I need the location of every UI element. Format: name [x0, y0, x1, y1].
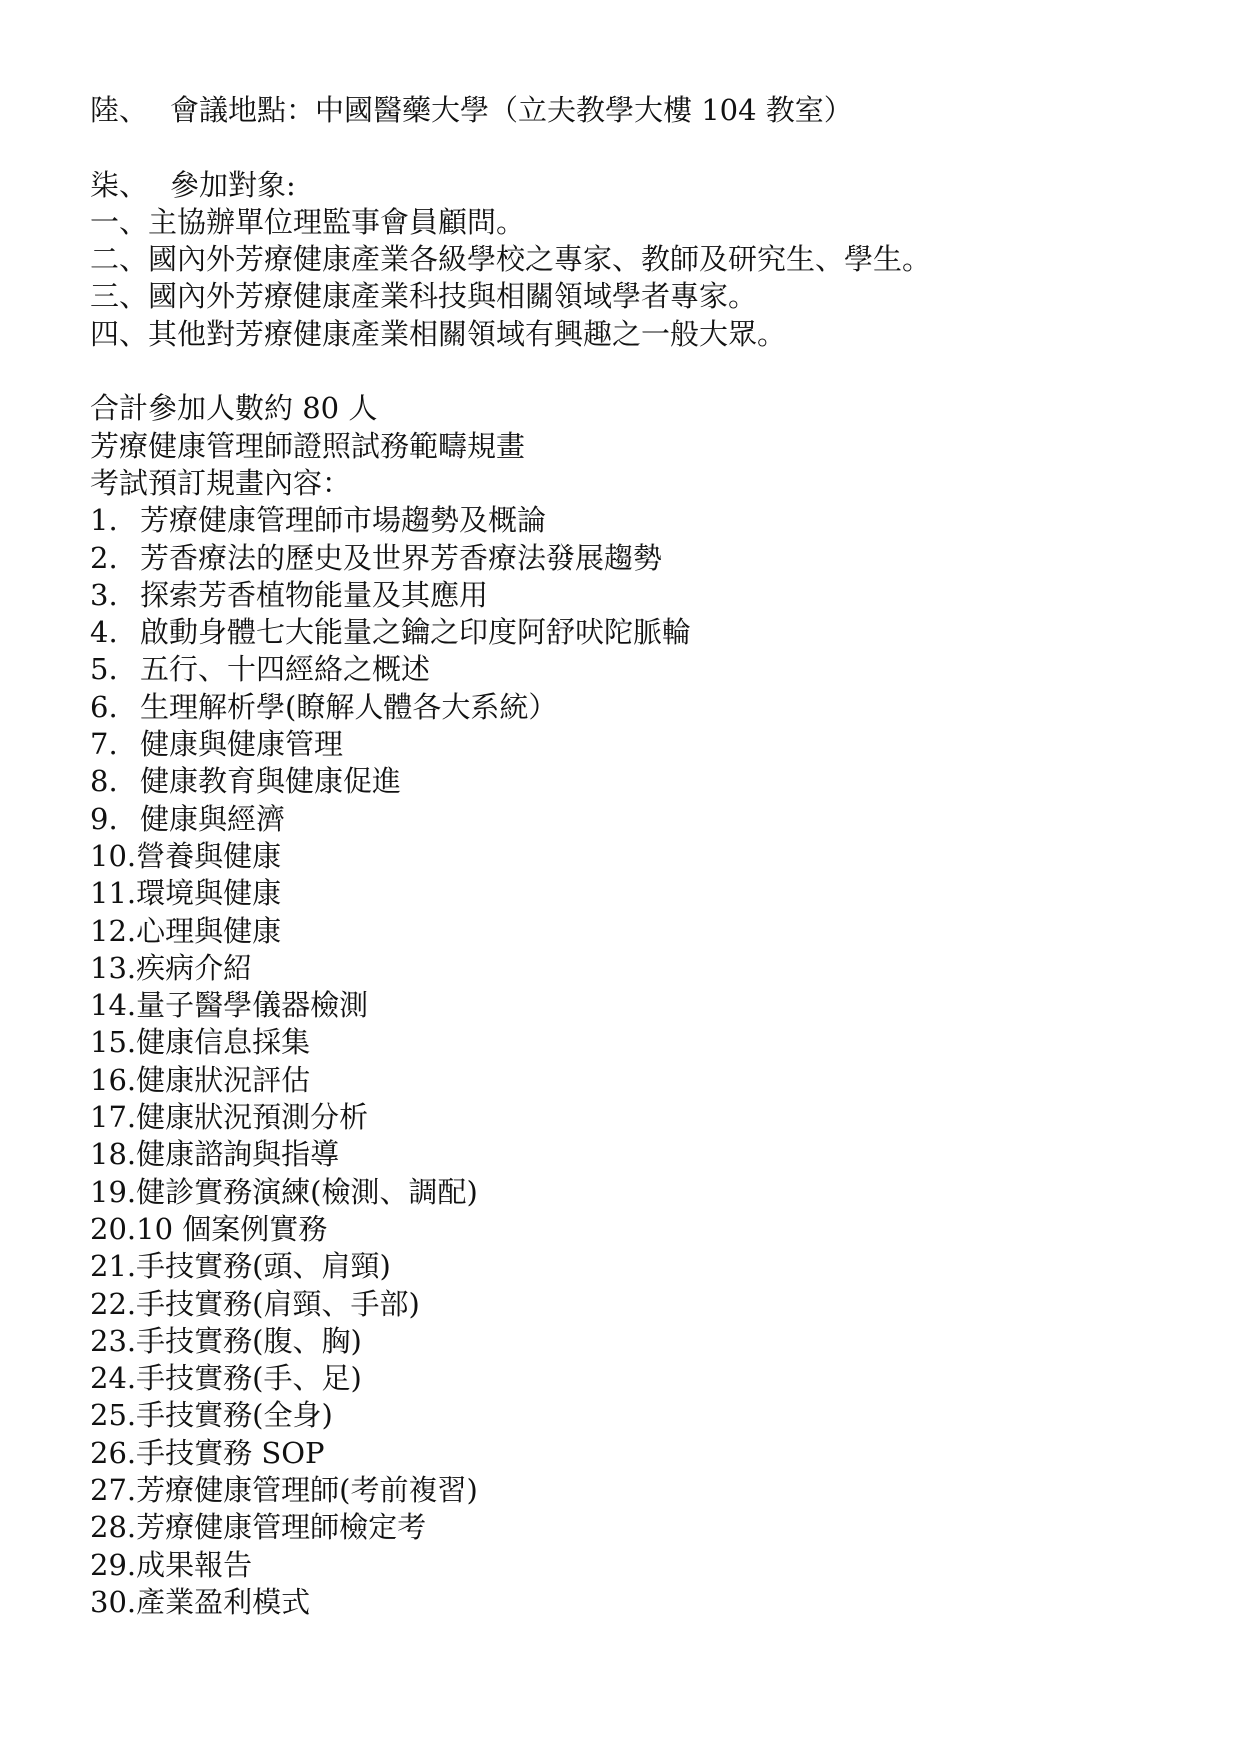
item-number: 2.: [90, 540, 118, 575]
list-item: [90, 726, 1190, 763]
item-text: 健康與健康管理: [140, 727, 344, 762]
list-item: [90, 502, 1190, 539]
list-item: [90, 1099, 1190, 1136]
item-text: 芳香療法的歷史及世界芳香療法發展趨勢: [140, 540, 663, 575]
list-item: [90, 913, 1190, 950]
list-item: [90, 1584, 1190, 1621]
list-item: [90, 1248, 1190, 1285]
participants-heading: [90, 167, 1190, 204]
item-number: 27.: [90, 1472, 137, 1507]
list-item: [90, 651, 1190, 688]
item-text: 10 個案例實務: [136, 1211, 328, 1246]
item-number: 22.: [90, 1286, 137, 1321]
content-title: 考試預訂規畫內容：: [90, 465, 352, 500]
list-item: [90, 950, 1190, 987]
list-item: [90, 614, 1190, 651]
item-text: 啟動身體七大能量之鑰之印度阿舒吠陀脈輪: [140, 615, 692, 650]
item-number: 21.: [90, 1249, 137, 1284]
item-number: 14.: [90, 988, 137, 1023]
item-number: 26.: [90, 1435, 137, 1470]
item-number: 5.: [90, 652, 118, 687]
item-number: 10.: [90, 838, 137, 873]
item-number: 9.: [90, 801, 118, 836]
item-number: 8.: [90, 764, 118, 799]
item-number: 19.: [90, 1174, 137, 1209]
item-text: 芳療健康管理師市場趨勢及概論: [140, 503, 547, 538]
item-text: 手技實務(手、足): [136, 1361, 362, 1396]
list-item: [90, 1509, 1190, 1546]
item-text: 手技實務(全身): [136, 1398, 333, 1433]
item-number: 11.: [90, 876, 137, 911]
item-number: 12.: [90, 913, 137, 948]
list-item: [90, 1211, 1190, 1248]
list-item: [90, 1323, 1190, 1360]
item-number: 13.: [90, 950, 137, 985]
list-item: [90, 801, 1190, 838]
item-number: 6.: [90, 689, 118, 724]
item-text: 健康狀況評估: [136, 1062, 311, 1097]
list-item: [90, 838, 1190, 875]
item-text: 健康信息採集: [136, 1025, 311, 1060]
venue-label: 陸、: [90, 93, 149, 127]
item-number: 7.: [90, 727, 118, 762]
item-number: 24.: [90, 1361, 137, 1396]
participants-title: 參加對象:: [170, 167, 296, 202]
list-item: [90, 1397, 1190, 1434]
participant-item: 三、國內外芳療健康產業科技與相關領域學者專家。: [90, 279, 758, 314]
item-text: 健康與經濟: [140, 801, 286, 836]
item-number: 3.: [90, 577, 118, 612]
item-text: 手技實務(頭、肩頸): [136, 1249, 391, 1284]
list-item: [90, 875, 1190, 912]
total-participants: 合計參加人數約 80 人: [90, 391, 378, 426]
item-text: 芳療健康管理師(考前複習): [136, 1472, 478, 1507]
item-text: 成果報告: [136, 1547, 253, 1582]
list-item: [90, 1547, 1190, 1584]
participant-item: 一、主協辦單位理監事會員顧問。: [90, 204, 526, 239]
list-item: [90, 1360, 1190, 1397]
spacer: [90, 129, 1190, 166]
item-text: 量子醫學儀器檢測: [136, 988, 369, 1023]
item-text: 疾病介紹: [136, 950, 253, 985]
list-item: [90, 1435, 1190, 1472]
item-text: 五行、十四經絡之概述: [140, 652, 431, 687]
list-item: [90, 763, 1190, 800]
item-text: 心理與健康: [136, 913, 282, 948]
list-item: [90, 1174, 1190, 1211]
list-item: [90, 577, 1190, 614]
item-number: 28.: [90, 1510, 137, 1545]
list-item: [90, 689, 1190, 726]
item-number: 1.: [90, 503, 118, 538]
item-text: 產業盈利模式: [136, 1584, 311, 1619]
item-text: 健康諮詢與指導: [136, 1137, 340, 1172]
item-number: 18.: [90, 1137, 137, 1172]
list-item: [90, 1062, 1190, 1099]
plan-title: 芳療健康管理師證照試務範疇規畫: [90, 428, 526, 463]
participants-label: 柒、: [90, 167, 149, 202]
item-text: 營養與健康: [136, 838, 282, 873]
item-text: 手技實務(肩頸、手部): [136, 1286, 420, 1321]
item-number: 15.: [90, 1025, 137, 1060]
document-content: [90, 92, 1190, 1621]
list-item: [90, 1136, 1190, 1173]
item-number: 20.: [90, 1211, 137, 1246]
item-number: 30.: [90, 1584, 137, 1619]
item-text: 手技實務(腹、胸): [136, 1323, 362, 1358]
item-text: 健康狀況預測分析: [136, 1100, 369, 1135]
item-text: 環境與健康: [136, 876, 282, 911]
venue-line: [90, 92, 1190, 129]
list-item: [90, 1024, 1190, 1061]
item-number: 16.: [90, 1062, 137, 1097]
item-text: 健診實務演練(檢測、調配): [136, 1174, 478, 1209]
item-text: 手技實務 SOP: [136, 1435, 325, 1470]
item-number: 25.: [90, 1398, 137, 1433]
item-number: 17.: [90, 1100, 137, 1135]
list-item: [90, 1472, 1190, 1509]
list-item: [90, 987, 1190, 1024]
item-text: 生理解析學(瞭解人體各大系統）: [140, 689, 558, 724]
item-text: 探索芳香植物能量及其應用: [140, 577, 489, 612]
participant-item: 四、其他對芳療健康產業相關領域有興趣之一般大眾。: [90, 316, 787, 351]
spacer: [90, 353, 1190, 390]
item-number: 4.: [90, 615, 118, 650]
venue-text: 會議地點：中國醫藥大學（立夫教學大樓 104 教室）: [170, 93, 853, 127]
item-number: 23.: [90, 1323, 137, 1358]
item-number: 29.: [90, 1547, 137, 1582]
exam-item-list: [90, 502, 1190, 1621]
list-item: [90, 1286, 1190, 1323]
item-text: 芳療健康管理師檢定考: [136, 1510, 427, 1545]
list-item: [90, 540, 1190, 577]
item-text: 健康教育與健康促進: [140, 764, 402, 799]
participant-item: 二、國內外芳療健康產業各級學校之專家、教師及研究生、學生。: [90, 242, 932, 277]
